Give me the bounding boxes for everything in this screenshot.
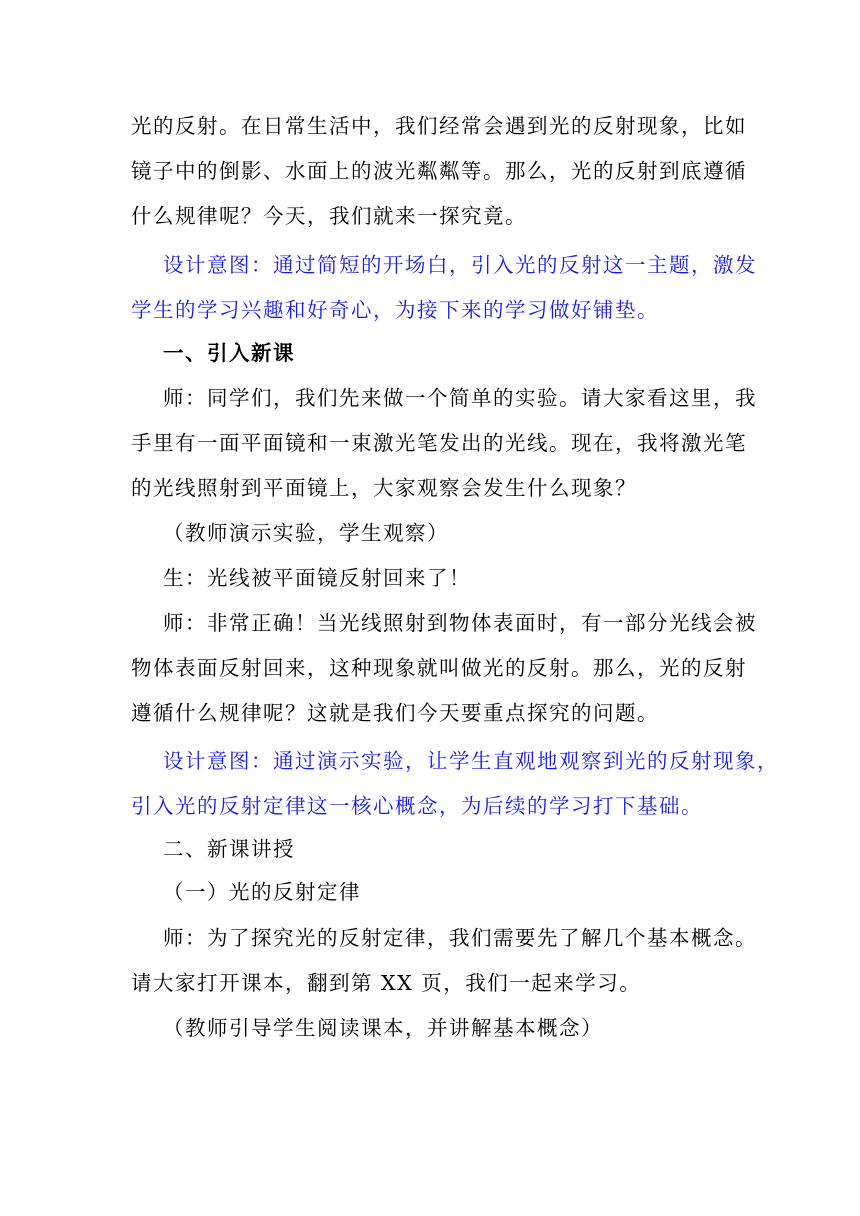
design-intent-note [131,243,757,333]
text-line: 镜子中的倒影、水面上的波光粼粼等。那么，光的反射到底遵循 [131,159,747,183]
text-line: 引入光的反射定律这一核心概念，为后续的学习打下基础。 [131,794,703,818]
text-line: （教师引导学生阅读课本，并讲解基本概念） [163,1016,603,1040]
text-line: （教师演示实验，学生观察） [163,521,449,545]
text-line: 遵循什么规律呢？这就是我们今天要重点探究的问题。 [131,701,659,725]
text-line: 什么规律呢？今天，我们就来一探究竟。 [131,204,527,228]
text-line: 生：光线被平面镜反射回来了！ [163,566,471,590]
text-line: 师：非常正确！当光线照射到物体表面时，有一部分光线会被 [163,611,757,635]
paragraph-teacher [131,916,757,1006]
stage-direction [131,511,731,556]
section-heading [131,331,731,376]
text-line: 请大家打开课本，翻到第 XX 页，我们一起来学习。 [131,971,642,995]
text-line: 手里有一面平面镜和一束激光笔发出的光线。现在，我将激光笔 [131,431,747,455]
stage-direction [131,1006,731,1051]
text-line: 物体表面反射回来，这种现象就叫做光的反射。那么，光的反射 [131,656,747,680]
paragraph-student [131,556,731,601]
heading-text: （一）光的反射定律 [163,880,361,904]
subsection-heading [131,870,731,915]
heading-text: 一、引入新课 [163,341,295,365]
text-line: 师：同学们，我们先来做一个简单的实验。请大家看这里，我 [163,386,757,410]
paragraph-intro [131,104,747,239]
paragraph-teacher [131,601,757,736]
text-line: 光的反射。在日常生活中，我们经常会遇到光的反射现象，比如 [131,114,747,138]
text-line: 设计意图：通过简短的开场白，引入光的反射这一主题，激发 [163,253,757,277]
paragraph-teacher [131,376,757,511]
design-intent-note [131,739,779,829]
heading-text: 二、新课讲授 [163,837,295,861]
text-line: 学生的学习兴趣和好奇心，为接下来的学习做好铺垫。 [131,298,659,322]
text-line: 师：为了探究光的反射定律，我们需要先了解几个基本概念。 [163,926,757,950]
text-line: 的光线照射到平面镜上，大家观察会发生什么现象？ [131,476,637,500]
section-heading [131,827,731,872]
text-line: 设计意图：通过演示实验，让学生直观地观察到光的反射现象， [163,749,779,773]
